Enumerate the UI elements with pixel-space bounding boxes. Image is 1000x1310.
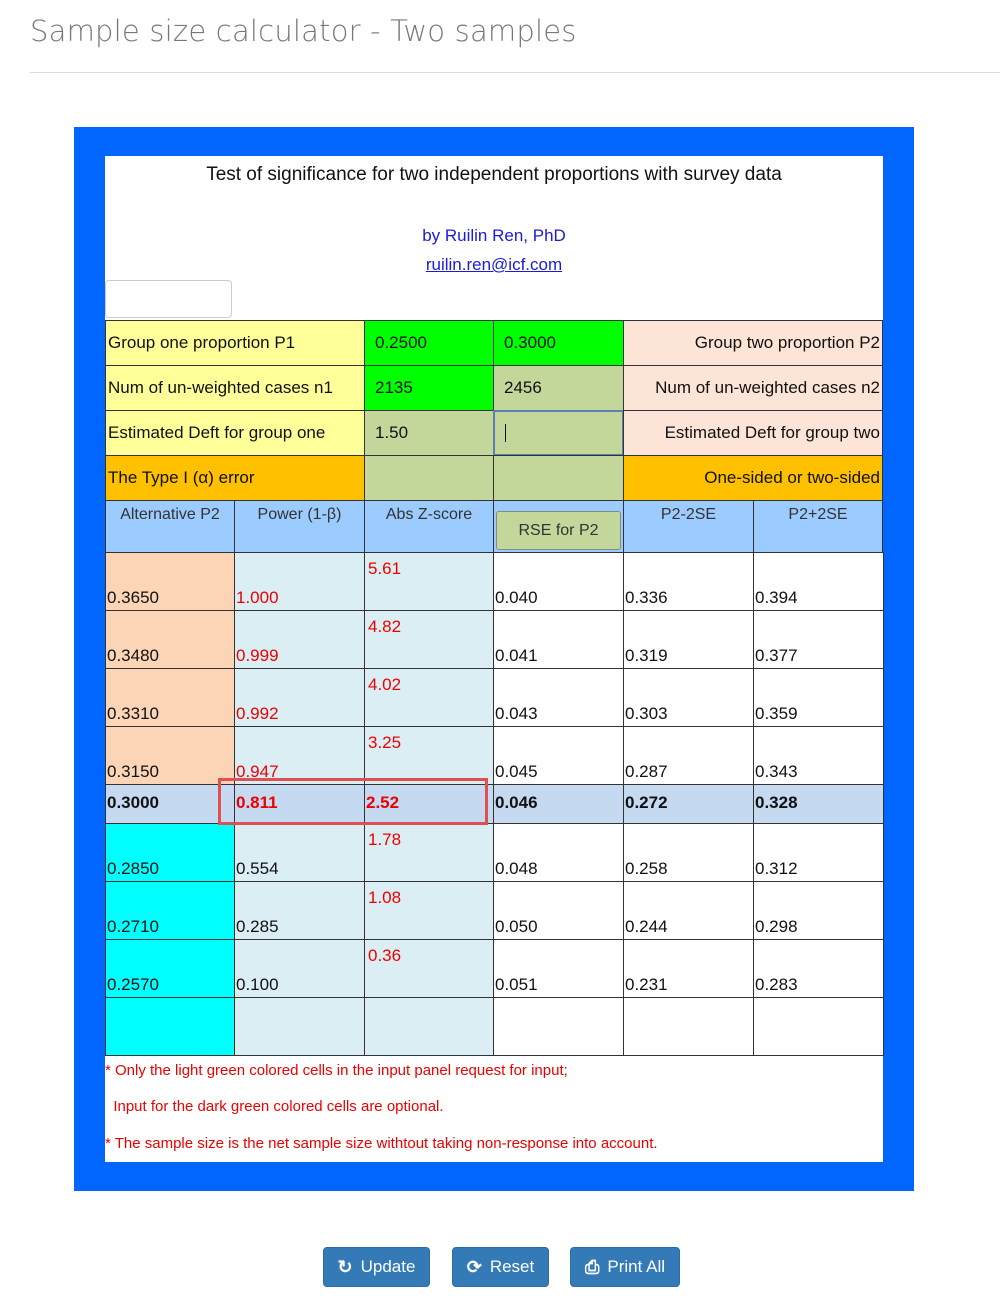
p2-plus-2se-value: 0.328: [755, 793, 798, 812]
note-sample-size: * The sample size is the net sample size withtout taking non-response into account.: [105, 1135, 658, 1152]
p2-minus-2se-value: 0.336: [625, 588, 668, 607]
table-cell: [623, 784, 754, 824]
alpha-label: The Type I (α) error: [105, 455, 365, 501]
table-cell: [105, 997, 235, 1056]
rse-value: 0.041: [495, 646, 538, 665]
table-cell: [623, 610, 754, 669]
n1-input[interactable]: 2135: [364, 365, 494, 411]
text-cursor: [505, 424, 506, 442]
reset-label: Reset: [489, 1257, 535, 1276]
table-cell: [493, 610, 624, 669]
power-value: 0.100: [236, 975, 279, 994]
deft1-label: Estimated Deft for group one: [105, 410, 365, 456]
table-cell: [364, 552, 494, 611]
p2-plus-2se-value: 0.283: [755, 975, 798, 994]
table-cell: [364, 997, 494, 1056]
table-cell: [364, 726, 494, 785]
table-cell: [364, 668, 494, 727]
power-value: 0.554: [236, 859, 279, 878]
rse-value: 0.048: [495, 859, 538, 878]
table-cell: [493, 552, 624, 611]
p1-input[interactable]: 0.2500: [364, 320, 494, 366]
table-cell: [753, 823, 884, 882]
sided-label: One-sided or two-sided: [623, 455, 883, 501]
p2-label: Group two proportion P2: [623, 320, 883, 366]
table-cell: [234, 939, 365, 998]
rse-button[interactable]: [496, 511, 621, 550]
reset-button[interactable]: [452, 1247, 549, 1287]
table-cell: [753, 997, 884, 1056]
table-cell: [364, 823, 494, 882]
z-score-value: 1.78: [368, 830, 402, 849]
print-icon: ⎙: [584, 1256, 600, 1277]
table-cell: [105, 726, 235, 785]
z-score-value: 5.61: [368, 559, 402, 578]
p2-minus-2se-value: 0.319: [625, 646, 668, 665]
table-cell: [753, 939, 884, 998]
table-cell: [493, 939, 624, 998]
n2-input[interactable]: 2456: [493, 365, 624, 411]
table-cell: [105, 668, 235, 727]
header-rse-label: RSE for P2: [518, 521, 599, 539]
table-cell: [753, 552, 884, 611]
alt-p2-value: 0.2710: [107, 917, 159, 936]
z-score-value: 4.02: [368, 675, 402, 694]
page-title: Sample size calculator - Two samples: [30, 14, 577, 48]
header-rse-cell: [493, 500, 624, 553]
p1-label: Group one proportion P1: [105, 320, 365, 366]
n2-label: Num of un-weighted cases n2: [623, 365, 883, 411]
rse-value: 0.050: [495, 917, 538, 936]
p2-minus-2se-value: 0.231: [625, 975, 668, 994]
table-cell: [493, 997, 624, 1056]
print-label: Print All: [607, 1257, 666, 1276]
table-cell: [105, 610, 235, 669]
header-p2-plus-2se: P2+2SE: [753, 500, 883, 553]
header-power: Power (1-β): [234, 500, 365, 553]
table-cell: [105, 939, 235, 998]
power-value: 0.285: [236, 917, 279, 936]
sided-select[interactable]: [493, 455, 624, 501]
alt-p2-value: 0.3480: [107, 646, 159, 665]
table-cell: [753, 784, 884, 824]
reset-icon: ⟳: [466, 1256, 482, 1277]
table-cell: [623, 726, 754, 785]
table-cell: [105, 552, 235, 611]
table-cell: [234, 823, 365, 882]
table-cell: [493, 823, 624, 882]
p2-plus-2se-value: 0.359: [755, 704, 798, 723]
power-value: 0.947: [236, 762, 279, 781]
alt-p2-value: 0.3650: [107, 588, 159, 607]
table-cell: [364, 939, 494, 998]
p2-minus-2se-value: 0.258: [625, 859, 668, 878]
alt-p2-value: 0.2850: [107, 859, 159, 878]
panel-title: Test of significance for two independent proportions with survey data: [206, 164, 782, 185]
table-cell: [623, 997, 754, 1056]
table-cell: [623, 939, 754, 998]
table-cell: [493, 784, 624, 824]
rse-value: 0.040: [495, 588, 538, 607]
power-value: 1.000: [236, 588, 279, 607]
p2-plus-2se-value: 0.394: [755, 588, 798, 607]
rse-value: 0.043: [495, 704, 538, 723]
table-cell: [234, 997, 365, 1056]
refresh-icon: ↻: [337, 1256, 353, 1277]
table-cell: [623, 881, 754, 940]
p2-input[interactable]: 0.3000: [493, 320, 624, 366]
p2-minus-2se-value: 0.303: [625, 704, 668, 723]
p2-plus-2se-value: 0.377: [755, 646, 798, 665]
author-email-link[interactable]: ruilin.ren@icf.com: [425, 255, 563, 274]
p2-plus-2se-value: 0.298: [755, 917, 798, 936]
z-score-value: 4.82: [368, 617, 402, 636]
rse-value: 0.046: [495, 793, 538, 812]
table-cell: [105, 881, 235, 940]
alt-p2-value: 0.2570: [107, 975, 159, 994]
table-cell: [753, 610, 884, 669]
power-value: 0.992: [236, 704, 279, 723]
table-cell: [623, 823, 754, 882]
rse-value: 0.051: [495, 975, 538, 994]
note-optional-cells: Input for the dark green colored cells are optional.: [105, 1098, 444, 1115]
n1-label: Num of un-weighted cases n1: [105, 365, 365, 411]
table-cell: [753, 881, 884, 940]
blank-input-box[interactable]: [105, 280, 232, 318]
z-score-value: 2.52: [366, 793, 400, 812]
author-line: by Ruilin Ren, PhD: [422, 226, 566, 245]
alt-p2-value: 0.3310: [107, 704, 159, 723]
deft1-input[interactable]: 1.50: [364, 410, 494, 456]
alt-p2-value: 0.3150: [107, 762, 159, 781]
table-cell: [623, 552, 754, 611]
update-button[interactable]: [323, 1247, 430, 1287]
table-cell: [364, 610, 494, 669]
table-cell: [493, 881, 624, 940]
p2-minus-2se-value: 0.287: [625, 762, 668, 781]
deft2-input[interactable]: [493, 410, 624, 456]
table-cell: [105, 823, 235, 882]
p2-plus-2se-value: 0.343: [755, 762, 798, 781]
header-abs-z: Abs Z-score: [364, 500, 494, 553]
p2-minus-2se-value: 0.244: [625, 917, 668, 936]
table-cell: [493, 726, 624, 785]
print-all-button[interactable]: [570, 1247, 680, 1287]
title-divider: [30, 72, 1000, 73]
note-input-cells: * Only the light green colored cells in the input panel request for input;: [105, 1062, 568, 1079]
table-cell: [234, 610, 365, 669]
header-p2-minus-2se: P2-2SE: [623, 500, 754, 553]
table-cell: [234, 726, 365, 785]
alpha-select[interactable]: [364, 455, 494, 501]
highlight-box: [218, 778, 488, 825]
alt-p2-value: 0.3000: [107, 793, 159, 812]
table-cell: [493, 668, 624, 727]
power-value: 0.999: [236, 646, 279, 665]
table-cell: [364, 881, 494, 940]
update-label: Update: [360, 1257, 416, 1276]
z-score-value: 3.25: [368, 733, 402, 752]
rse-value: 0.045: [495, 762, 538, 781]
z-score-value: 0.36: [368, 946, 402, 965]
table-cell: [234, 552, 365, 611]
table-cell: [753, 668, 884, 727]
power-value: 0.811: [236, 793, 278, 812]
table-cell: [753, 726, 884, 785]
deft2-label: Estimated Deft for group two: [623, 410, 883, 456]
table-cell: [105, 784, 235, 824]
table-cell: [623, 668, 754, 727]
header-alternative-p2: Alternative P2: [105, 500, 235, 553]
p2-minus-2se-value: 0.272: [625, 793, 668, 812]
table-cell: [234, 881, 365, 940]
table-cell: [234, 668, 365, 727]
z-score-value: 1.08: [368, 888, 402, 907]
p2-plus-2se-value: 0.312: [755, 859, 798, 878]
